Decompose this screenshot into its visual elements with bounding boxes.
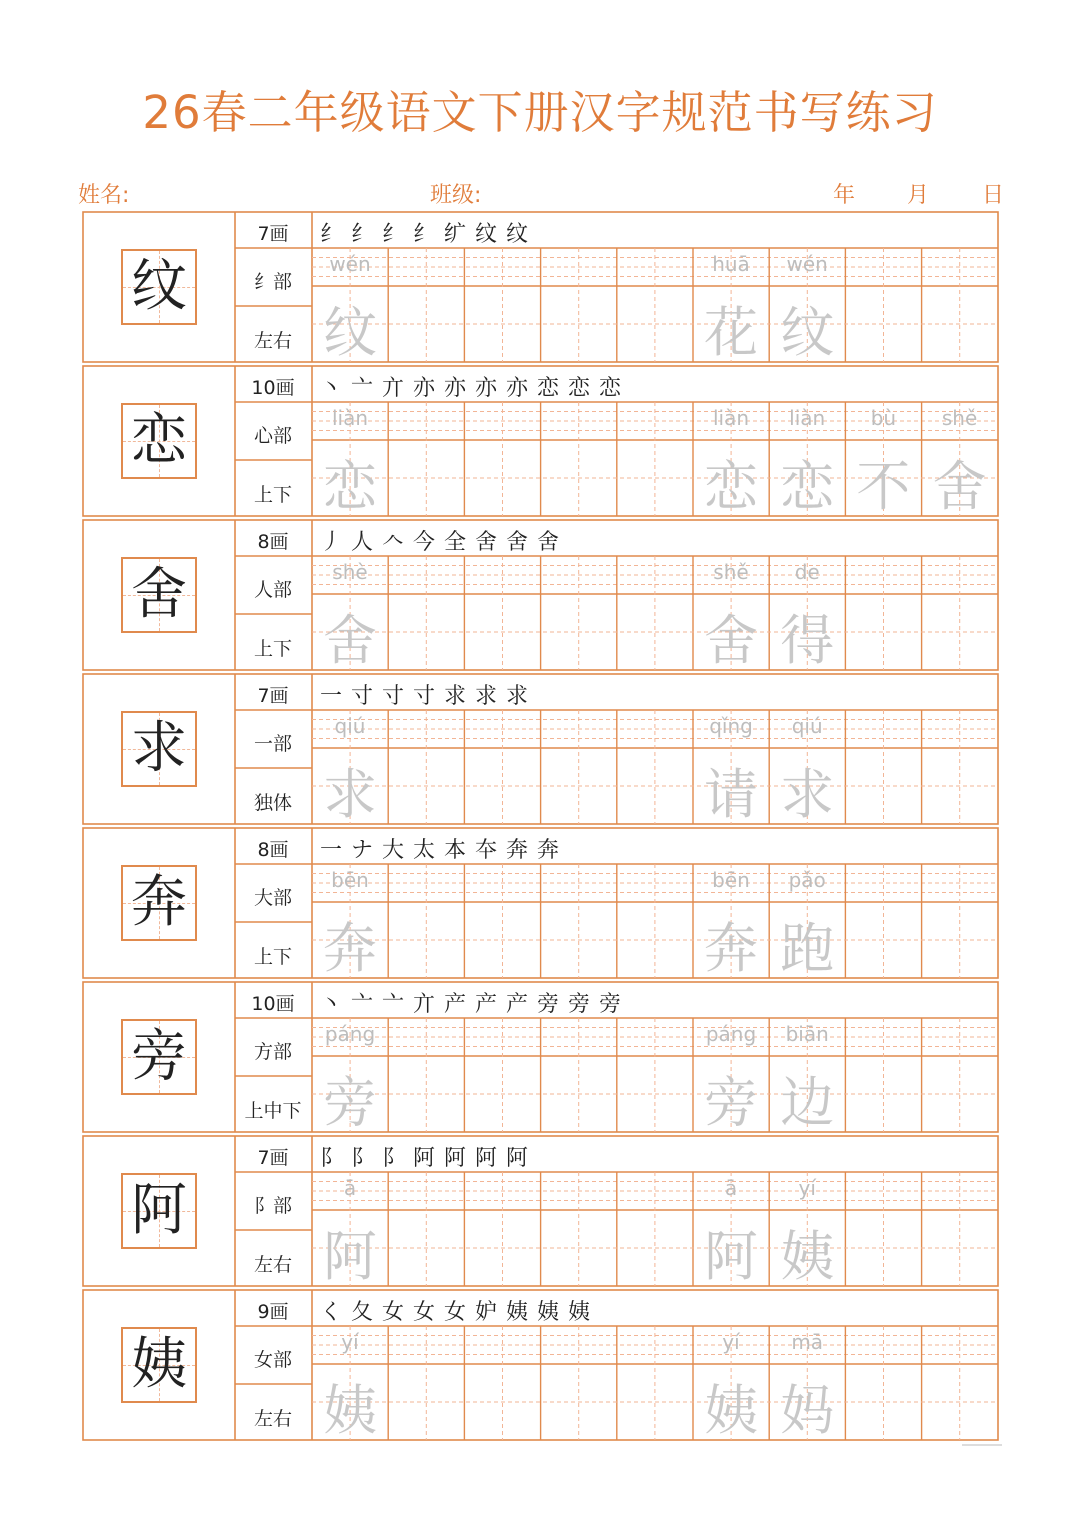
stroke-order: 一ナ大太本夲奔奔	[320, 838, 569, 863]
word-char: 得	[780, 609, 835, 672]
word-char: 跑	[780, 917, 835, 980]
pinyin-practice: liàn	[331, 406, 369, 430]
radical: 人部	[253, 579, 292, 601]
structure: 左右	[253, 1254, 292, 1276]
radical: 阝部	[253, 1195, 292, 1217]
model-char: 求	[131, 716, 187, 781]
trace-char: 恋	[323, 455, 377, 518]
radical: 一部	[253, 733, 292, 755]
word-char: 姨	[704, 1379, 758, 1442]
trace-char: 舍	[323, 609, 377, 672]
word-pinyin: liàn	[712, 406, 750, 430]
model-char: 纹	[131, 254, 187, 319]
pinyin-practice: bēn	[331, 868, 369, 892]
structure: 左右	[253, 1408, 292, 1430]
stroke-order: 丶亠亠亣产产产旁旁旁	[320, 992, 631, 1017]
radical: 大部	[253, 887, 292, 909]
structure: 独体	[253, 792, 292, 814]
word-pinyin: yí	[722, 1330, 740, 1354]
pinyin-practice: ā	[343, 1176, 357, 1200]
stroke-order: 纟纟纟纟纩纹纹	[320, 222, 538, 247]
model-char-box	[121, 711, 197, 787]
word-pinyin: biān	[785, 1022, 829, 1046]
pinyin-practice: wén	[329, 252, 371, 276]
trace-char: 奔	[323, 917, 377, 980]
structure: 上下	[253, 946, 292, 968]
stroke-count: 7画	[257, 685, 289, 707]
trace-char: 阿	[323, 1225, 377, 1288]
name-label: 姓名:	[78, 183, 130, 208]
word-char: 边	[780, 1071, 835, 1134]
word-pinyin: liàn	[789, 406, 826, 430]
model-char-box	[121, 249, 197, 325]
model-char: 阿	[131, 1178, 187, 1243]
word-pinyin: ā	[724, 1176, 738, 1200]
pinyin-practice: yí	[341, 1330, 359, 1354]
radical: 纟部	[253, 271, 292, 293]
word-pinyin: shě	[941, 406, 978, 430]
stroke-order: 丶亠亣亦亦亦亦恋恋恋	[320, 376, 631, 401]
word-pinyin: huā	[712, 252, 750, 276]
word-char: 阿	[704, 1225, 758, 1288]
radical: 心部	[253, 425, 292, 447]
word-pinyin: shě	[713, 560, 749, 584]
word-pinyin: qiú	[791, 714, 823, 738]
stroke-order: 一寸寸寸求求求	[320, 684, 538, 709]
word-char: 恋	[704, 455, 758, 518]
word-char: 舍	[704, 609, 758, 672]
word-pinyin: qǐng	[709, 714, 753, 738]
word-char: 求	[780, 763, 835, 826]
year-label: 年	[833, 183, 856, 208]
radical: 女部	[253, 1349, 292, 1371]
pinyin-practice: qiú	[334, 714, 366, 738]
word-pinyin: yí	[798, 1176, 816, 1200]
pinyin-practice: páng	[324, 1022, 376, 1046]
model-char-box	[121, 1019, 197, 1095]
stroke-count: 7画	[257, 1147, 289, 1169]
word-pinyin: pǎo	[788, 868, 826, 892]
word-char: 花	[704, 301, 758, 364]
model-char-box	[121, 1173, 197, 1249]
stroke-count: 9画	[257, 1301, 289, 1323]
stroke-count: 8画	[257, 839, 289, 861]
model-char: 奔	[131, 870, 187, 935]
stroke-count: 7画	[257, 223, 289, 245]
class-label: 班级:	[430, 183, 482, 208]
day-label: 日	[982, 183, 1005, 208]
stroke-order: 丿人𠆢今全舍舍舍	[320, 530, 569, 555]
model-char-box	[121, 403, 197, 479]
word-char: 恋	[780, 455, 835, 518]
word-pinyin: de	[794, 560, 820, 584]
word-char: 旁	[704, 1071, 758, 1134]
trace-char: 求	[323, 763, 377, 826]
word-pinyin: mā	[791, 1330, 824, 1354]
model-char: 旁	[131, 1024, 187, 1089]
stroke-count: 10画	[251, 377, 295, 399]
word-char: 不	[856, 455, 911, 518]
month-label: 月	[907, 183, 930, 208]
word-pinyin: wén	[786, 252, 828, 276]
model-char: 恋	[131, 408, 187, 473]
word-char: 奔	[704, 917, 758, 980]
word-char: 妈	[780, 1379, 835, 1442]
stroke-count: 8画	[257, 531, 289, 553]
page-title: 26春二年级语文下册汉字规范书写练习	[142, 86, 938, 139]
structure: 上下	[253, 484, 292, 506]
structure: 左右	[253, 330, 292, 352]
page-mark	[962, 1444, 1002, 1446]
word-char: 纹	[780, 301, 835, 364]
trace-char: 纹	[323, 301, 377, 364]
word-pinyin: bù	[870, 406, 897, 430]
model-char: 舍	[131, 562, 187, 627]
stroke-order: く夂女女女妒姨姨姨	[320, 1300, 600, 1325]
model-char-box	[121, 865, 197, 941]
stroke-count: 10画	[251, 993, 295, 1015]
model-char-box	[121, 557, 197, 633]
word-char: 请	[704, 763, 758, 826]
model-char: 姨	[131, 1332, 187, 1397]
word-char: 舍	[932, 455, 987, 518]
structure: 上下	[253, 638, 292, 660]
model-char-box	[121, 1327, 197, 1403]
pinyin-practice: shè	[332, 560, 368, 584]
word-pinyin: bēn	[712, 868, 750, 892]
trace-char: 旁	[323, 1071, 377, 1134]
radical: 方部	[253, 1041, 292, 1063]
word-pinyin: páng	[705, 1022, 757, 1046]
structure: 上中下	[244, 1100, 302, 1122]
word-char: 姨	[780, 1225, 835, 1288]
stroke-order: 阝阝阝阿阿阿阿	[320, 1146, 538, 1171]
trace-char: 姨	[323, 1379, 377, 1442]
